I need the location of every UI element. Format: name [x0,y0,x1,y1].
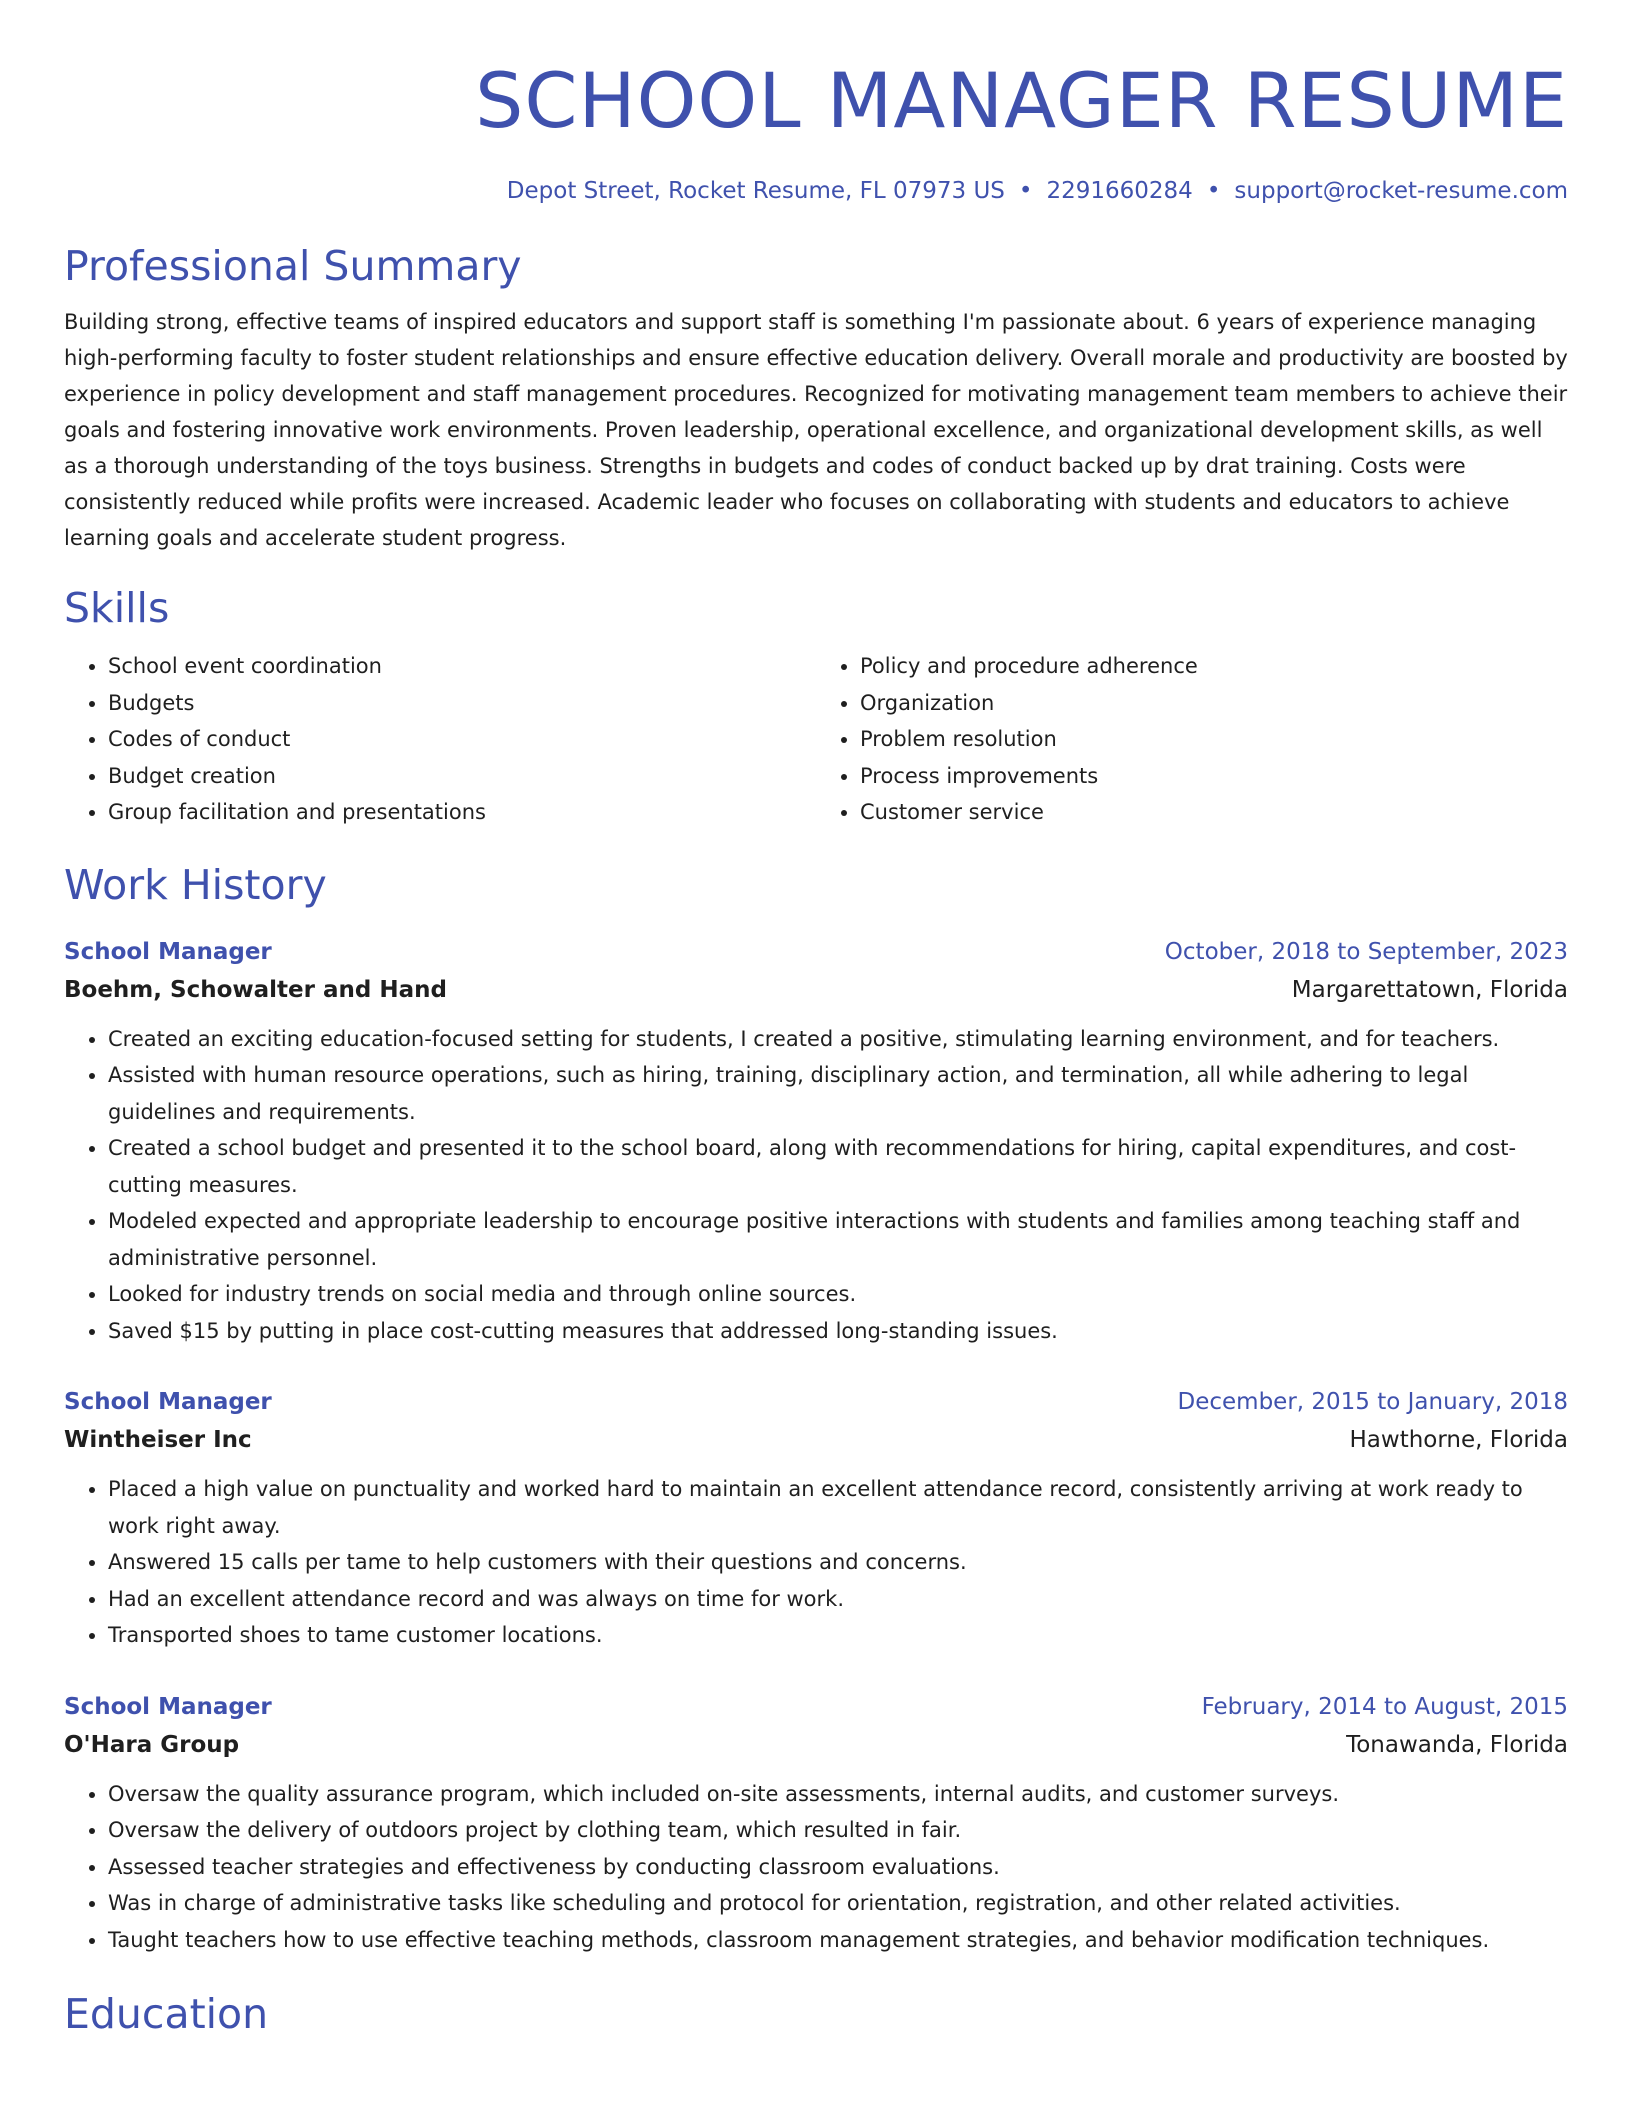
skill-item: • Codes of conduct [108,721,816,758]
summary-heading: Professional Summary [64,242,522,290]
job-company-row [64,1726,1568,1764]
job-title-row [64,1688,1568,1726]
skill-item: • Problem resolution [860,721,1568,758]
skill-item: • Organization [860,685,1568,722]
job-bullet: • Had an excellent attendance record and was always on time for work. [108,1581,1568,1618]
job-dates: February, 2014 to August, 2015 [1201,1693,1568,1720]
job-bullet: • Assisted with human resource operations, such as hiring, training, disciplinary action, and termination, all while adhering to legal guidelines and requirements. [108,1057,1568,1130]
job-bullet: • Created a school budget and presented it to the school board, along with recommendations for hiring, capital expenditures, and cost-cutting measures. [108,1130,1568,1203]
job-company-row [64,1421,1568,1459]
skill-item: • Budgets [108,685,816,722]
job-bullet: • Created an exciting education-focused setting for students, I created a positive, stimulating learning environment, and for teachers. [108,1021,1568,1058]
job-bullet: • Answered 15 calls per tame to help customers with their questions and concerns. [108,1544,1568,1581]
job-bullet: • Taught teachers how to use effective teaching methods, classroom management strategies, and behavior modification techniques. [108,1922,1568,1959]
job-bullet: • Saved $15 by putting in place cost-cutting measures that addressed long-standing issues. [108,1313,1568,1350]
job-location: Margarettatown, Florida [1291,976,1568,1003]
job-bullet: • Transported shoes to tame customer locations. [108,1617,1568,1654]
work-history-heading: Work History [64,860,327,909]
job-company-row [64,971,1568,1009]
job-location: Hawthorne, Florida [1349,1427,1568,1453]
contact-email: support@rocket-resume.com [1234,178,1568,204]
job-entry [64,1688,1568,1959]
resume-title: SCHOOL MANAGER RESUME [475,56,1568,145]
job-title-row [64,933,1568,971]
skill-item: • Group facilitation and presentations [108,794,816,831]
job-bullet: • Looked for industry trends on social media and through online sources. [108,1276,1568,1313]
job-bullet: • Oversaw the quality assurance program, which included on-site assessments, internal audits, and customer surveys. [108,1776,1568,1813]
skills-heading: Skills [64,584,170,632]
job-bullets [64,1471,1568,1654]
contact-separator: • [1206,178,1221,204]
job-title-row [64,1383,1568,1421]
job-bullet: • Placed a high value on punctuality and worked hard to maintain an excellent attendance record, consistently arriving at work ready to work right away. [108,1471,1568,1544]
job-dates: October, 2018 to September, 2023 [1164,938,1568,965]
job-title: School Manager [64,1693,272,1720]
job-bullet: • Was in charge of administrative tasks like scheduling and protocol for orientation, registration, and other related activities. [108,1885,1568,1922]
contact-line [64,178,1568,204]
job-title: School Manager [64,1389,272,1415]
skills-list [64,648,1568,831]
contact-address: Depot Street, Rocket Resume, FL 07973 US [506,178,1005,204]
job-dates: December, 2015 to January, 2018 [1177,1389,1568,1415]
job-entry [64,933,1568,1350]
skill-item: • Budget creation [108,758,816,795]
skills-column-right [816,648,1568,831]
job-bullets [64,1021,1568,1350]
job-company: Boehm, Schowalter and Hand [64,976,447,1003]
skill-item: • Customer service [860,794,1568,831]
skills-column-left [64,648,816,831]
job-location: Tonawanda, Florida [1346,1731,1568,1758]
job-title: School Manager [64,938,272,965]
contact-separator: • [1018,178,1033,204]
skill-item: • Process improvements [860,758,1568,795]
job-entry [64,1383,1568,1654]
skill-item: • School event coordination [108,648,816,685]
job-bullets [64,1776,1568,1959]
education-heading: Education [64,1990,269,2038]
contact-phone: 2291660284 [1046,178,1193,204]
job-company: O'Hara Group [64,1731,240,1758]
job-company: Wintheiser Inc [64,1427,252,1453]
job-bullet: • Oversaw the delivery of outdoors project by clothing team, which resulted in fair. [108,1812,1568,1849]
summary-text: Building strong, effective teams of inspired educators and support staff is something I'm passionate about. 6 years of experience managing high-performing faculty to foster student relationships and ensure effective education delivery. Overall morale and productivity are boosted by experience in policy development and staff management procedures. Recognized for motivating management team members to achieve their goals and fostering innovative work environments. Proven leadership, operational excellence, and organizational development skills, as well as a thorough understanding of the toys business. Strengths in budgets and codes of conduct backed up by drat training. Costs were consistently reduced while profits were increased. Academic leader who focuses on collaborating with students and educators to achieve learning goals and accelerate student progress. [64,310,1568,550]
resume-header [64,0,1568,204]
skill-item: • Policy and procedure adherence [860,648,1568,685]
job-bullet: • Assessed teacher strategies and effectiveness by conducting classroom evaluations. [108,1849,1568,1886]
job-bullet: • Modeled expected and appropriate leadership to encourage positive interactions with students and families among teaching staff and administrative personnel. [108,1203,1568,1276]
